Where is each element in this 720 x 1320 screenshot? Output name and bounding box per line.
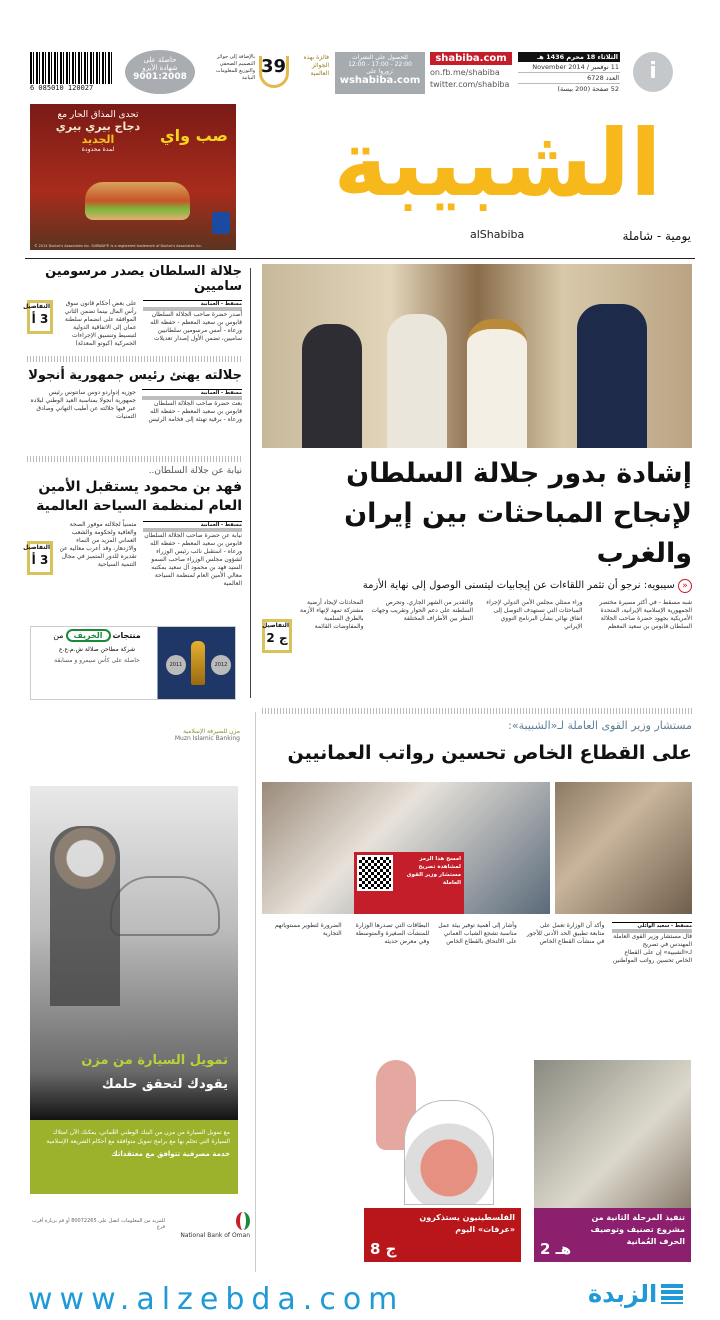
sidebar-story-2[interactable]	[27, 368, 242, 424]
medal-year: 2012	[211, 655, 231, 675]
story-body-2: متمنياً لجلالته موفور الصحة والعافية ولحكومة والشعب العماني المزيد من النماء والازدهار، وقد أعرب معاليه عن تقديره للدور المتميز في مجال التنمية السياحية	[59, 521, 137, 568]
subhead-text: سيبويه: نرجو أن تثمر اللقاءات عن إيجابيات ليتسنى الوصول إلى نهاية الأزمة	[362, 580, 675, 591]
ad-title: منتجات	[112, 631, 141, 640]
sandwich-image	[85, 182, 190, 220]
wshabiba-line3: زوروا على:	[366, 68, 394, 75]
social-links	[430, 52, 512, 89]
pepsi-logo	[212, 212, 230, 234]
barcode-number: 6 085010 120027	[30, 84, 94, 92]
teaser-title: الفلسطينيون يستذكرون «عرفات» اليوم	[419, 1213, 515, 1234]
date-block	[518, 52, 620, 94]
dateline: مسقط - سعيد الوائلي	[637, 923, 692, 929]
chevron-icon: «	[678, 579, 692, 593]
details-label: التفاصيل	[23, 303, 50, 310]
facebook-link[interactable]: on.fb.me/shabiba	[430, 68, 500, 77]
sidebar-story-3[interactable]	[23, 466, 242, 588]
wshabiba-line1: للحصول على النشرات	[351, 54, 408, 61]
sidebar-story-1[interactable]	[23, 264, 242, 348]
office-photo	[555, 782, 692, 914]
menu-lines-icon	[661, 1284, 683, 1304]
ad-line1: تحدى المذاق الحار مع	[57, 110, 139, 120]
man-image	[50, 826, 120, 1006]
awards-text-right: فائزة بهذه الجوائز العالمية	[303, 54, 329, 77]
body-column: البطاقات التي تصدرها الوزارة للمنشآت الصغيرة والمتوسطة وفي معرض حديثه	[355, 922, 430, 945]
hijri-date: الثلاثاء 18 محرم 1436 هـ	[518, 52, 620, 62]
labor-headline[interactable]: على القطاع الخاص تحسين رواتب العمانيين	[287, 742, 692, 764]
muzn-logo-en: Muzn Islamic Banking	[174, 735, 240, 742]
ad-line4: لمدة محدودة	[81, 146, 115, 153]
labor-kicker: مستشار وزير القوى العاملة لـ«الشبيبة»:	[508, 719, 692, 732]
bank-name: National Bank of Oman	[180, 1232, 250, 1239]
teaser-page: ج 8	[370, 1240, 397, 1258]
story-body: بعث حضرة صاحب الجلالة السلطان قابوس بن سعيد المعظم - حفظه الله ورعاه - برقية تهنئة إلى فخامة الرئيس	[148, 400, 242, 423]
qr-code-icon[interactable]	[357, 855, 393, 891]
dateline: مسقط - العمانية	[200, 301, 242, 307]
site-link[interactable]: shabiba.com	[430, 52, 512, 65]
lead-story	[262, 454, 692, 653]
arafat-image	[404, 1100, 494, 1205]
khareef-logo: الخريف	[66, 629, 111, 642]
ad-headline-1: تمويل السيارة من مزن	[81, 1053, 228, 1068]
ad-footer: للمزيد من المعلومات اتصل على 80072265 أو قم بزيارة أقرب فرع	[31, 1218, 165, 1230]
teaser-title: تنفيذ المرحلة الثانية من مشروع تصنيف وتوصيف الحرف العُمانية	[590, 1213, 685, 1246]
awards-badge	[205, 52, 330, 94]
details-button[interactable]	[23, 541, 53, 575]
muzn-logo-ar: مزن للصيرفة الإسلامية	[183, 728, 240, 735]
body-column: شبه مسقط - في أكثر مسيرة مختصر الجمهورية الإسلامية الإيرانية، المتحدة الأمريكية بجهود حضرة صاحب الجلالة السلطان قابوس بن سعيد المعظم	[599, 599, 692, 630]
details-page: 3 أ	[31, 312, 49, 326]
medal-year: 2011	[166, 655, 186, 675]
body-column: والتقدير من الشهر الجاري. وتحرص السلطنة على دعم الحوار وتقريب وجهات النظر بين الأطراف المختلفة	[371, 599, 473, 622]
lead-headline[interactable]: إشادة بدور جلالة السلطان لإنجاح المباحثات بين إيران والغرب	[344, 458, 692, 569]
barcode	[30, 52, 112, 94]
body-column: وأشار إلى أهمية توفير بيئة عمل مناسبة تشجع الشباب العماني على الالتحاق بالقطاع الخاص	[438, 922, 517, 945]
labor-body	[262, 922, 692, 1037]
zebda-logo-text: الزبدة	[588, 1280, 658, 1308]
info-circle-icon: i	[633, 52, 673, 92]
details-page: 3 أ	[31, 553, 49, 567]
subway-logo: صب واي	[159, 126, 228, 145]
car-sketch	[110, 876, 220, 936]
zebda-logo	[588, 1280, 683, 1308]
logo-tagline: يومية - شاملة	[622, 229, 691, 243]
details-label: التفاصيل	[23, 544, 50, 551]
qr-caption: امسح هذا الرمز لمشاهدة تصريح مستشار وزير القوى العاملة	[406, 856, 461, 886]
ad-headline-2: يقودك لتحقق حلمك	[101, 1077, 228, 1092]
details-label: التفاصيل	[262, 622, 289, 629]
logo-arabic: الشبيبة	[333, 110, 662, 217]
story-headline[interactable]: جلالة السلطان يصدر مرسومين ساميين	[45, 264, 242, 294]
wshabiba-site[interactable]: wshabiba.com	[339, 75, 421, 86]
subway-ad[interactable]	[30, 104, 236, 250]
ad-legal: © 2014 Doctor's Associates Inc. SUBWAY® is a registered trademark of Doctor's Associates Inc.	[34, 244, 203, 248]
teaser-arafat[interactable]	[364, 1060, 521, 1262]
lead-body	[262, 599, 692, 653]
issue-number: العدد 6728	[518, 73, 620, 84]
body-column: قال مستشار وزير القوى العاملة المهندس في تصريح لـ«الشبيبة» إن على القطاع الخاص تحسين رواتب المواطنين	[612, 933, 692, 964]
story-headline[interactable]: فهد بن محمود يستقبل الأمين العام لمنظمة السياحة العالمية	[36, 479, 242, 514]
gregorian-date: 11 نوفمبر / 2014 November	[518, 62, 620, 73]
lead-subhead	[262, 578, 692, 593]
story-kicker: نيابة عن جلالة السلطان..	[148, 466, 242, 476]
story-body-2: جوزيه إدواردو دوس سانتوس رئيس جمهورية أنجولا بمناسبة العيد الوطني لبلاده عبر فيها جلالته عن أطيب التهاني وصادق التمنيات	[30, 389, 136, 420]
ad-from: من	[53, 631, 64, 640]
ad-line: حاصلة على كأس سيمرو و مسابقة	[54, 657, 140, 664]
teaser-crafts[interactable]	[534, 1060, 691, 1262]
ad-tagline: خدمة مصرفية تتوافق مع معتقداتك	[111, 1150, 230, 1158]
awards-text-left: بالإضافة إلى جوائز التصميم الصحفي والتوزيع للمعلومات البيانية	[215, 54, 255, 81]
details-button[interactable]	[23, 300, 53, 334]
wshabiba-box[interactable]	[335, 52, 425, 94]
teaser-page: هـ 2	[540, 1240, 572, 1258]
story-headline[interactable]: جلالته يهنئ رئيس جمهورية أنجولا	[28, 368, 242, 383]
details-button[interactable]	[262, 619, 292, 653]
ad-line3: الجديد	[81, 133, 115, 146]
nbo-swoosh-icon	[236, 1212, 250, 1230]
lead-photo	[262, 264, 692, 448]
iso-code: 9001:2008	[133, 72, 187, 82]
muzn-ad[interactable]	[30, 786, 238, 1194]
story-body-2: على بعض أحكام قانون سوق رأس المال بينما تضمن الثاني الموافقة على انضمام سلطنة عمان إلى الاتفاقية الدولية لتبسيط وتنسيق الإجراءات الجمركية (كيوتو المعدلة)	[64, 300, 137, 347]
body-column: وراء ممثلي مجلس الأمن الدولي لإجراء المباحثات التي تستهدف التوصل إلى اتفاق نهائي بشأن البرنامج النووي الإيراني	[486, 599, 583, 630]
ad-line2: دجاج بيري بيري	[55, 120, 141, 133]
newspaper-logo	[300, 104, 695, 254]
ad-body: مع تمويل السيارة من مزن من البنك الوطني العُماني، يمكنك الآن امتلاك السيارة التي تحلم بها مع برامج تمويل متوافقة مع أحكام الشريعة الإسلامية	[46, 1129, 230, 1145]
nbo-logo	[172, 1212, 250, 1239]
story-body: أصدر حضرة صاحب الجلالة السلطان قابوس بن سعيد المعظم - حفظه الله ورعاه - أمس مرسومين سلطانيين ساميين، تضمن الأول إصدار تعديلات	[150, 311, 242, 342]
dateline: مسقط - العمانية	[200, 390, 242, 396]
trophy-image	[191, 641, 205, 685]
dateline: مسقط - العمانية	[200, 522, 242, 528]
page-count: 52 صفحة (200 بيسة)	[557, 85, 619, 93]
iso-line2: شهادة الأيزو	[142, 64, 178, 72]
footer-site[interactable]: www.alzebda.com	[28, 1282, 405, 1317]
body-column: الضرورة لتطوير مستوياتهم التجارية	[274, 922, 342, 937]
body-column: المحادثات لإيجاد أرضية مشتركة تمهد لإنهاء الأزمة بالطرق السلمية والمفاوضات القائمة	[300, 599, 364, 630]
story-body: نيابة عن حضرة صاحب الجلالة السلطان قابوس بن سعيد المعظم - حفظه الله ورعاه - استقبل نائب رئيس الوزراء لشؤون مجلس الوزراء صاحب السمو السيد فهد بن محمود آل سعيد بمكتبه معالي الأمين العام لمنظمة السياحة العالمية	[144, 532, 242, 587]
details-page: ج 2	[266, 631, 288, 645]
muzn-logo	[140, 728, 240, 742]
awards-number: 39	[259, 56, 289, 88]
ad-company: شركة مطاحن صلالة ش.م.ع.ع	[58, 646, 135, 653]
qr-box[interactable]	[354, 852, 464, 914]
iso-line1: حاصلة على	[143, 56, 177, 64]
wshabiba-line2: 12:00 - 17:00 - 22:00	[348, 61, 412, 68]
body-column: وأكد أن الوزارة تعمل على متابعة تطبيق الحد الأدنى للأجور في منشآت القطاع الخاص	[526, 922, 605, 945]
logo-latin: alShabiba	[470, 228, 525, 241]
iso-badge	[125, 50, 195, 94]
khareef-ad[interactable]	[30, 626, 236, 700]
twitter-link[interactable]: twitter.com/shabiba	[430, 80, 510, 89]
